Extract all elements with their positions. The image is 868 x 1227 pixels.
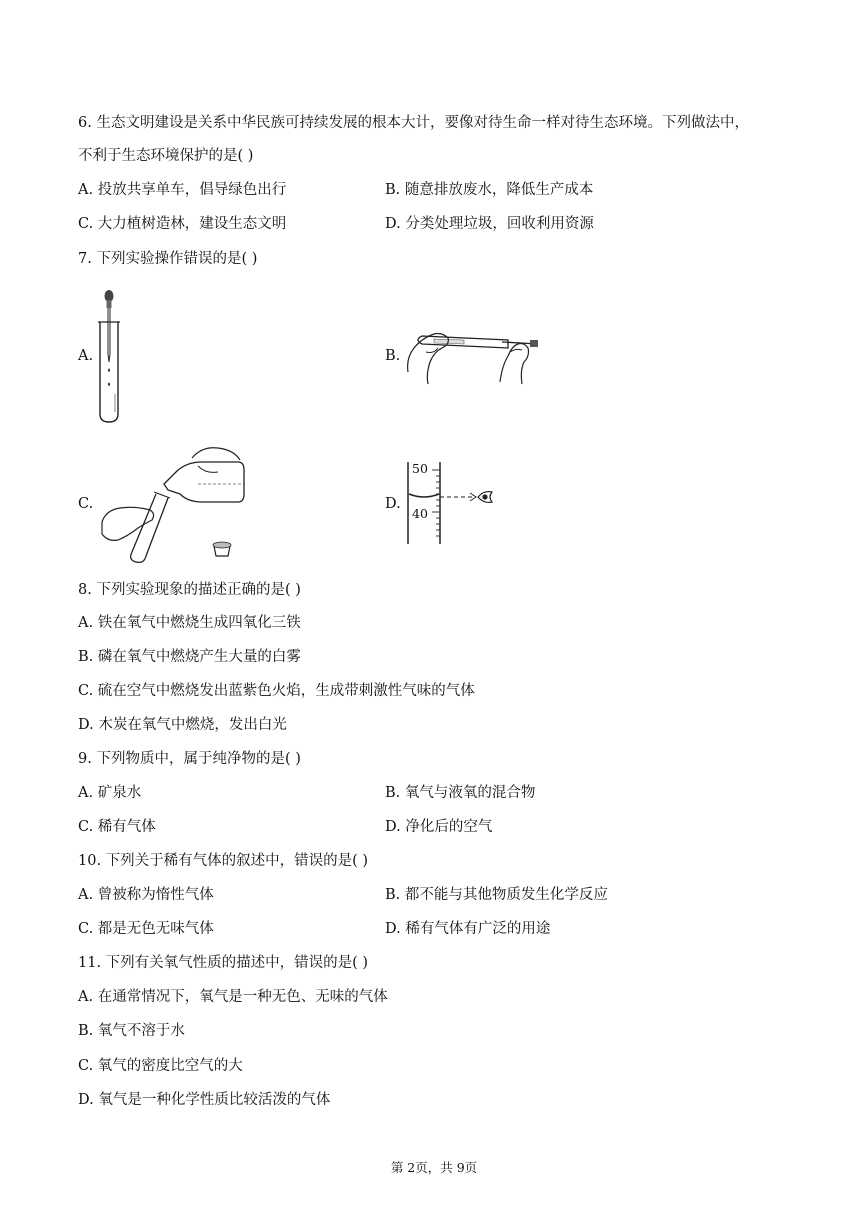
q11-stem: 11. 下列有关氧气性质的描述中，错误的是( )	[78, 955, 369, 971]
q7-option-d-label: D.	[385, 496, 401, 512]
page-footer: 第 2页，共 9页	[390, 1160, 478, 1175]
q10-option-a: A. 曾被称为惰性气体	[78, 887, 214, 903]
q6-option-c: C. 大力植树造林，建设生态文明	[78, 216, 287, 232]
q7-option-c-label: C.	[78, 496, 94, 512]
q11-option-d: D. 氧气是一种化学性质比较活泼的气体	[78, 1092, 331, 1108]
q9-option-d: D. 净化后的空气	[385, 819, 493, 835]
heating-test-tube-figure	[404, 318, 544, 390]
q6-option-d: D. 分类处理垃圾，回收利用资源	[385, 216, 594, 232]
q9-stem: 9. 下列物质中，属于纯净物的是( )	[78, 751, 301, 767]
q10-option-d: D. 稀有气体有广泛的用途	[385, 921, 551, 937]
q8-option-a: A. 铁在氧气中燃烧生成四氧化三铁	[78, 615, 301, 631]
q6-stem-line1: 6. 生态文明建设是关系中华民族可持续发展的根本大计，要像对待生命一样对待生态环境。下列做法中，	[78, 115, 749, 131]
dropper-in-tube-icon	[96, 288, 126, 424]
q10-option-b: B. 都不能与其他物质发生化学反应	[385, 887, 608, 903]
q10-stem: 10. 下列关于稀有气体的叙述中，错误的是( )	[78, 853, 369, 869]
q10-option-c: C. 都是无色无味气体	[78, 921, 214, 937]
q9-option-b: B. 氧气与液氧的混合物	[385, 785, 536, 801]
hands-holding-tube-icon	[404, 318, 544, 390]
q9-option-c: C. 稀有气体	[78, 819, 156, 835]
cylinder-mark-40: 40	[412, 506, 428, 521]
q6-option-b: B. 随意排放废水，降低生产成本	[385, 182, 594, 198]
q11-option-a: A. 在通常情况下，氧气是一种无色、无味的气体	[78, 989, 388, 1005]
q11-option-b: B. 氧气不溶于水	[78, 1023, 185, 1039]
q6-stem-line2: 不利于生态环境保护的是( )	[78, 148, 254, 164]
q9-option-a: A. 矿泉水	[78, 785, 142, 801]
q7-option-a-label: A.	[78, 348, 94, 364]
q8-option-d: D. 木炭在氧气中燃烧，发出白光	[78, 717, 287, 733]
q11-option-c: C. 氧气的密度比空气的大	[78, 1058, 243, 1074]
q6-option-a: A. 投放共享单车，倡导绿色出行	[78, 182, 287, 198]
q8-option-b: B. 磷在氧气中燃烧产生大量的白雾	[78, 649, 301, 665]
dropper-test-tube-figure	[96, 288, 126, 424]
pouring-reagent-bottle-icon	[98, 444, 248, 564]
q8-stem: 8. 下列实验现象的描述正确的是( )	[78, 582, 301, 598]
cylinder-mark-50: 50	[412, 461, 428, 476]
q8-option-c: C. 硫在空气中燃烧发出蓝紫色火焰，生成带刺激性气味的气体	[78, 683, 475, 699]
q7-stem: 7. 下列实验操作错误的是( )	[78, 251, 258, 267]
pouring-liquid-figure	[98, 444, 248, 564]
reading-cylinder-figure	[404, 462, 504, 546]
q7-option-b-label: B.	[385, 348, 401, 364]
